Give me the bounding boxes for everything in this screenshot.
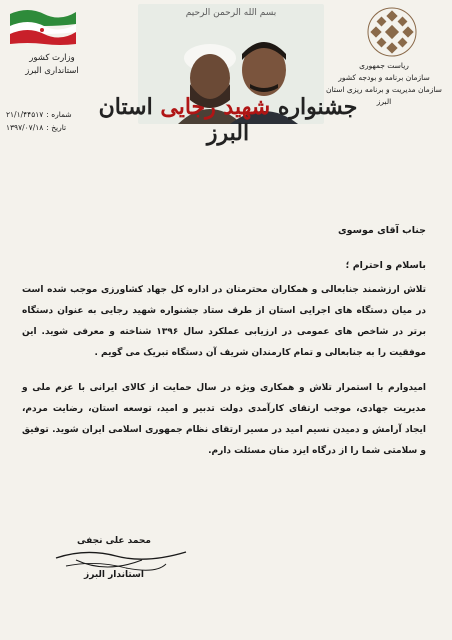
ministry-name: وزارت کشور	[29, 53, 75, 63]
festival-suffix: استان البرز	[98, 94, 250, 146]
governorate-name: استانداری البرز	[25, 66, 79, 76]
date-row	[6, 121, 106, 134]
org-line-3: سازمان مدیریت و برنامه ریزی استان البرز	[326, 85, 442, 106]
paragraph-2: امیدوارم با استمرار تلاش و همکاری ویژه در سال حمایت از کالای ایرانی با عزم ملی و مدیریت جهادی، موجب ارتقای کارآمدی دولت تدبیر و امید، توسعه استان، رضایت مردم، ایجاد آرامش و دمیدن نسیم امید در مسیر ارتقای نظام جمهوری اسلامی ایران شوید. توفیق و سلامتی شما را از درگاه ایزد منان مسئلت دارم.	[22, 383, 426, 456]
festival-highlight: شهید رجایی	[160, 94, 271, 120]
organization-logo-icon	[366, 6, 418, 58]
organization-block	[324, 60, 444, 108]
letter-body	[22, 220, 426, 476]
number-row	[6, 108, 106, 121]
reference-block	[6, 108, 106, 134]
recipient: جناب آقای موسوی	[337, 225, 426, 236]
iran-flag-icon	[8, 4, 78, 46]
date-value: ۱۳۹۷/۰۷/۱۸	[6, 123, 44, 132]
festival-prefix: جشنواره	[277, 94, 358, 120]
signer-name: محمد علی نجفی	[77, 536, 151, 546]
date-label: تاریخ :	[46, 123, 67, 132]
basmala-text: بسم الله الرحمن الرحیم	[185, 8, 277, 18]
ministry-block	[8, 52, 96, 78]
paragraph-1: تلاش ارزشمند جنابعالی و همکاران محترمتان در اداره کل جهاد کشاورزی موجب شده است در میان دستگاه های اجرایی استان از طرف ستاد جشنواره شهید رجایی به عنوان دستگاه برتر در شاخص های عمومی در ارزیابی عملکرد سال ۱۳۹۶ شناخته و معرفی شوید. این موفقیت را به جنابعالی و تمام کارمندان شریف آن دستگاه تبریک می گویم .	[22, 285, 426, 358]
number-value: ۲۱/۱/۴۴۵۱۷	[6, 110, 44, 119]
greeting: باسلام و احترام ؛	[345, 260, 426, 271]
festival-title	[98, 94, 358, 146]
number-label: شماره :	[46, 110, 72, 119]
org-line-2: سازمان برنامه و بودجه کشور	[338, 73, 430, 82]
signer-title: استاندار البرز	[84, 570, 144, 580]
org-line-1: ریاست جمهوری	[359, 61, 409, 70]
signature-block	[44, 530, 184, 586]
